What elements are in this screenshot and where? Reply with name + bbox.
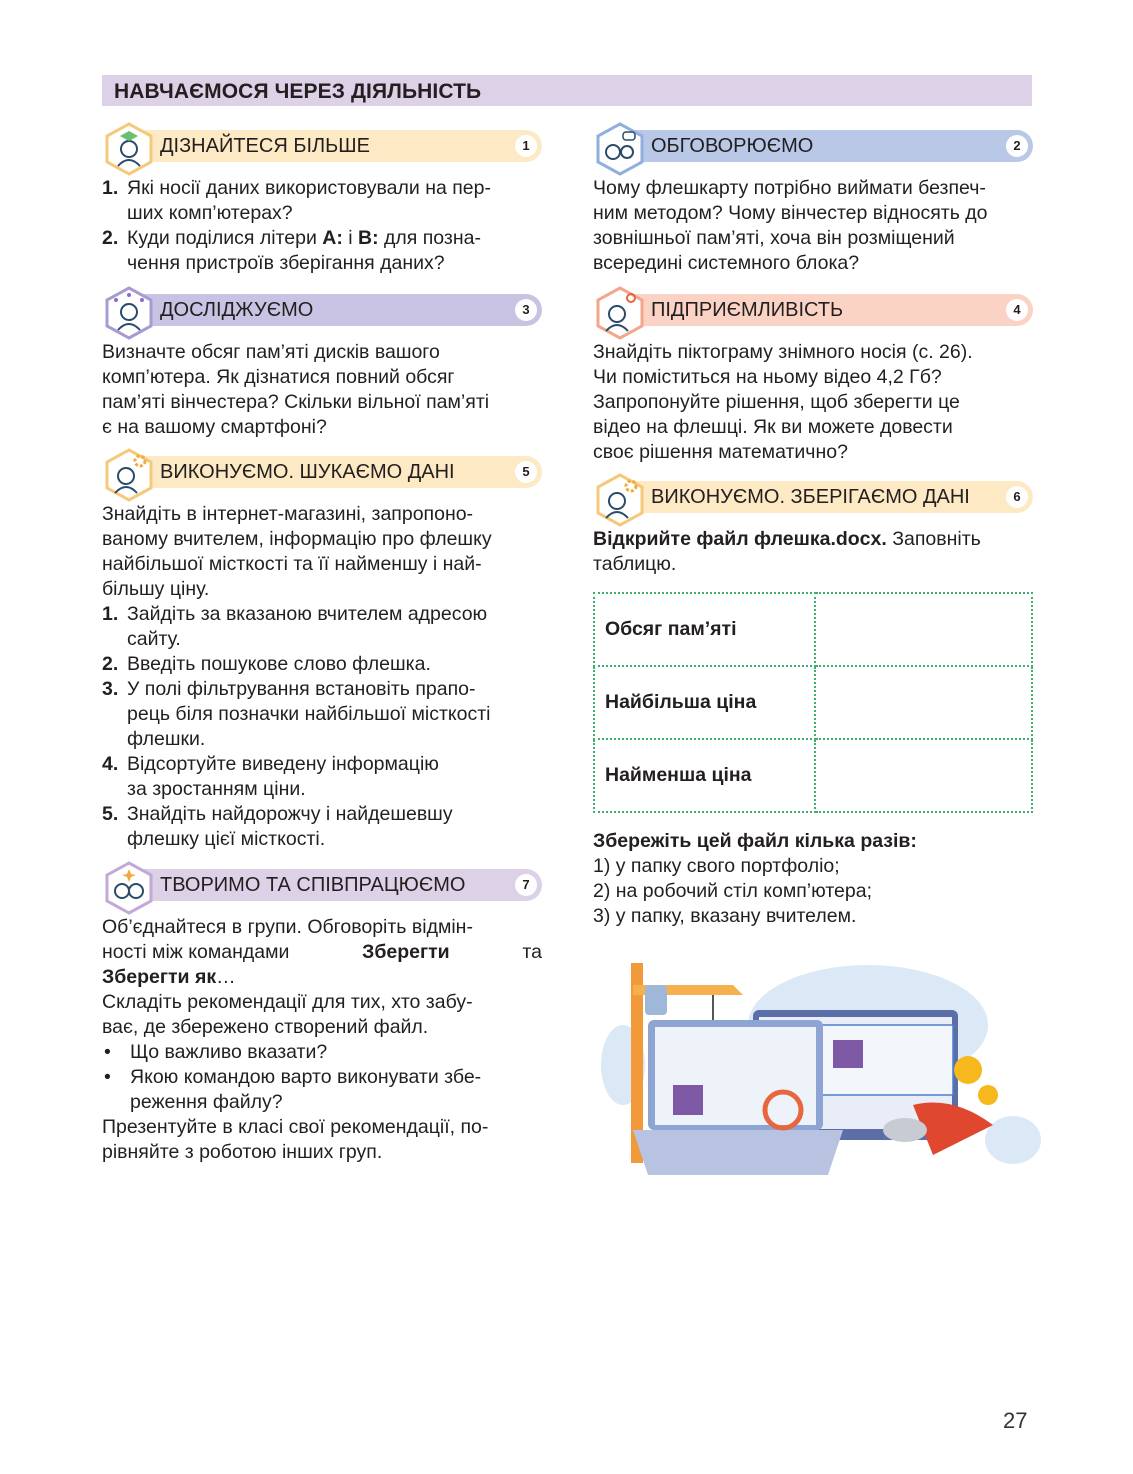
- list-item: 2. Куди поділися літери A: і B: для позна- чення пристроїв зберігання даних?: [102, 227, 481, 274]
- section-header-pill: [615, 294, 1033, 326]
- list-item: 5. Знайдіть найдорожчу і найдешевшу флешку цієї місткості.: [102, 803, 453, 850]
- section-number: 6: [1006, 486, 1028, 508]
- paragraph: Визначте обсяг пам’яті дисків вашого комп’ютера. Як дізнатися повний обсяг пам’яті вінчестера? Скільки вільної пам’яті є на вашому смартфоні?: [102, 341, 490, 438]
- section-header-pill: [615, 481, 1033, 513]
- gear-head-icon: [102, 448, 156, 502]
- list-item: 2. Введіть пошукове слово флешка.: [102, 653, 431, 675]
- memory-table: [593, 592, 1033, 813]
- save-instructions: Збережіть цей файл кілька разів: 1) у папку свого портфоліо; 2) на робочий стіл комп’ютера; 3) у папку, вказану вчителем.: [593, 830, 917, 927]
- graduate-cap-icon: [102, 122, 156, 176]
- section-header-pill: [124, 294, 542, 326]
- table-cell-empty[interactable]: [815, 666, 1032, 739]
- list-item: 4. Відсортуйте виведену інформацію за зростанням ціни.: [102, 753, 439, 800]
- section-header-pill: [615, 130, 1033, 162]
- section-title: ДОСЛІДЖУЄМО: [160, 299, 314, 321]
- section-create: [102, 861, 542, 1165]
- section-learn-more: [102, 122, 542, 276]
- section-do-save: [593, 473, 1033, 577]
- creative-icon: [102, 861, 156, 915]
- section-title: ТВОРИМО ТА СПІВПРАЦЮЄМО: [160, 874, 466, 896]
- list-item: 3. У полі фільтрування встановіть прапо- рець біля позначки найбільшої місткості флешки.: [102, 678, 491, 750]
- table-cell-empty[interactable]: [815, 593, 1032, 666]
- table-cell: Найбільша ціна: [594, 666, 815, 739]
- section-discuss: [593, 122, 1033, 276]
- computers-illustration: [593, 955, 1043, 1180]
- section-number: 4: [1006, 299, 1028, 321]
- section-number: 5: [515, 461, 537, 483]
- paragraph: Складіть рекомендації для тих, хто забу- ває, де збережено створений файл.: [102, 991, 473, 1038]
- page-number: 27: [1003, 1408, 1028, 1433]
- section-number: 3: [515, 299, 537, 321]
- section-do-search: [102, 448, 542, 852]
- section-title: ПІДПРИЄМЛИВІСТЬ: [651, 299, 844, 321]
- section-header-pill: [124, 130, 542, 162]
- section-number: 1: [515, 135, 537, 157]
- list-item: 1. Зайдіть за вказаною вчителем адресою сайту.: [102, 603, 488, 650]
- section-number: 7: [515, 874, 537, 896]
- section-title: ДІЗНАЙТЕСЯ БІЛЬШЕ: [160, 135, 370, 157]
- table-row: [594, 666, 1032, 739]
- paragraph: Чому флешкарту потрібно виймати безпеч- ним методом? Чому вінчестер відносять до зовнішньої пам’яті, хоча він розміщений всередині системного блока?: [593, 177, 988, 274]
- gear-head-icon: [593, 473, 647, 527]
- table-cell-empty[interactable]: [815, 739, 1032, 812]
- table-row: [594, 593, 1032, 666]
- table-cell: Обсяг пам’яті: [594, 593, 815, 666]
- table-cell: Найменша ціна: [594, 739, 815, 812]
- lightbulb-icon: [593, 286, 647, 340]
- section-title: ВИКОНУЄМО. ШУКАЄМО ДАНІ: [160, 461, 455, 483]
- section-entrepreneurship: [593, 286, 1033, 465]
- bullet-item: • Якою командою варто виконувати збе- реження файлу?: [104, 1066, 482, 1113]
- paragraph: Знайдіть в інтернет-магазині, запропоно- ваному вчителем, інформацію про флешку найбільшої місткості та її найменшу і най- більшу ціну.: [102, 503, 492, 600]
- paragraph: Презентуйте в класі свої рекомендації, по- рівняйте з роботою інших груп.: [102, 1116, 489, 1163]
- paragraph: Знайдіть піктограму знімного носія (с. 26). Чи поміститься на ньому відео 4,2 Гб? Запропонуйте рішення, щоб зберегти це відео на флешці. Як ви можете довести своє рішення математично?: [593, 341, 973, 463]
- section-header-pill: [124, 869, 542, 901]
- section-banner: НАВЧАЄМОСЯ ЧЕРЕЗ ДІЯЛЬНІСТЬ: [102, 75, 1032, 106]
- section-explore: [102, 286, 542, 440]
- section-title: ВИКОНУЄМО. ЗБЕРІГАЄМО ДАНІ: [651, 486, 970, 508]
- discussion-icon: [593, 122, 647, 176]
- section-header-pill: [124, 456, 542, 488]
- research-icon: [102, 286, 156, 340]
- bullet-item: • Що важливо вказати?: [104, 1041, 328, 1063]
- table-row: [594, 739, 1032, 812]
- paragraph: Відкрийте файл флешка.docx. Заповніть таблицю.: [593, 528, 981, 575]
- section-number: 2: [1006, 135, 1028, 157]
- list-item: 1. Які носії даних використовували на пер- ших комп’ютерах?: [102, 177, 491, 224]
- section-title: ОБГОВОРЮЄМО: [651, 135, 814, 157]
- paragraph: Об’єднайтеся в групи. Обговоріть відмін- ності між командами Зберегти та Зберегти як…: [102, 916, 542, 988]
